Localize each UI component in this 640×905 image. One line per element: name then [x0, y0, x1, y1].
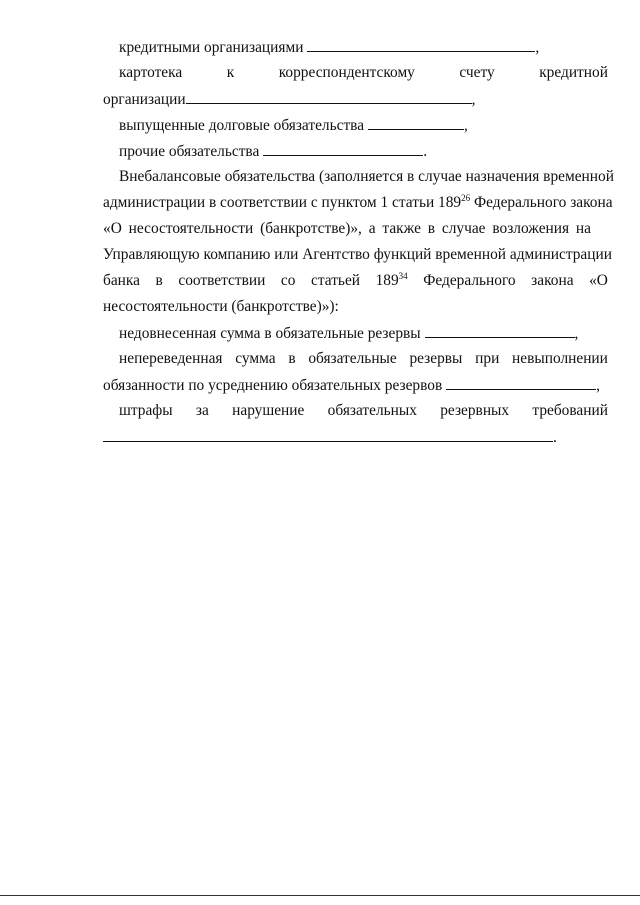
paragraph-line: [103, 193, 613, 213]
word: [376, 271, 408, 291]
fill-blank: [368, 115, 464, 130]
paragraph-line-justified: [103, 271, 608, 291]
line-debt-obligations: [119, 115, 608, 135]
word: обязательные: [308, 350, 397, 367]
line-punct: ,: [535, 39, 540, 56]
word: непереведенная: [119, 350, 223, 367]
word: за: [195, 402, 209, 419]
line-text: кредитными организациями: [119, 39, 304, 56]
word: корреспондентскому: [278, 64, 415, 81]
line-untransferred-reserves: [119, 349, 608, 369]
article-number: 189: [375, 272, 399, 289]
line-punct: .: [553, 429, 557, 446]
word: к: [226, 64, 235, 81]
line-fines-blank: [103, 427, 608, 447]
word: нарушение: [232, 402, 305, 419]
line-punct: ,: [574, 325, 579, 342]
line-organization: [103, 89, 608, 109]
word: картотека: [119, 64, 183, 81]
word: счету: [459, 64, 495, 81]
line-text: недовнесенная сумма в обязательные резервы: [119, 325, 421, 342]
word: статьей: [311, 272, 361, 289]
line-text: несостоятельности (банкротстве)»):: [103, 298, 339, 315]
word: штрафы: [119, 402, 173, 419]
word: невыполнении: [512, 350, 608, 367]
word: резервных: [440, 402, 510, 419]
word: обязательных: [327, 402, 417, 419]
word: резервы: [409, 350, 463, 367]
superscript: 26: [461, 193, 471, 203]
line-text: Федерального закона: [470, 194, 613, 211]
word: кредитной: [539, 64, 608, 81]
word: при: [475, 350, 500, 367]
line-fines: [119, 401, 608, 421]
line-punct: ,: [463, 117, 468, 134]
word: требований: [532, 402, 608, 419]
fill-blank: [103, 427, 553, 442]
fill-blank: [425, 323, 575, 338]
word: соответствии: [178, 272, 266, 289]
line-text: прочие обязательства: [119, 143, 260, 160]
fill-blank: [446, 375, 596, 390]
line-text: Внебалансовые обязательства (заполняется в случае назначения временной: [119, 168, 614, 185]
line-text: организации: [103, 91, 186, 108]
line-other-obligations: [119, 141, 608, 161]
word: банка: [103, 272, 140, 289]
word: в: [155, 272, 163, 289]
line-text: «О несостоятельности (банкротстве)», а также в случае возложения на: [103, 220, 591, 237]
word: сумма: [235, 350, 276, 367]
line-punct: ,: [596, 377, 600, 394]
line-punct: .: [423, 143, 428, 160]
fill-blank: [307, 37, 535, 52]
line-text: администрации в соответствии с пунктом 1 статьи 189: [103, 194, 462, 211]
word: «О: [589, 272, 608, 289]
line-text: выпущенные долговые обязательства: [119, 117, 365, 134]
footer-rule: [0, 895, 640, 896]
paragraph-line: [103, 219, 608, 239]
word: Федерального: [423, 272, 516, 289]
line-unpaid-reserves: [119, 323, 608, 343]
word: закона: [531, 272, 574, 289]
line-credit-organizations: [119, 37, 608, 57]
word: со: [280, 272, 296, 289]
paragraph-line: [103, 245, 612, 265]
fill-blank: [263, 141, 423, 156]
word: в: [288, 350, 296, 367]
paragraph-line: [103, 297, 608, 317]
line-text: Управляющую компанию или Агентство функций временной администрации: [103, 246, 612, 263]
line-punct: ,: [471, 91, 476, 108]
line-averaging-obligation: [103, 375, 608, 395]
superscript: 34: [398, 271, 408, 281]
line-card-index: [119, 63, 608, 83]
line-text: обязанности по усреднению обязательных резервов: [103, 377, 443, 394]
fill-blank: [186, 89, 472, 104]
paragraph-line: [119, 167, 614, 187]
